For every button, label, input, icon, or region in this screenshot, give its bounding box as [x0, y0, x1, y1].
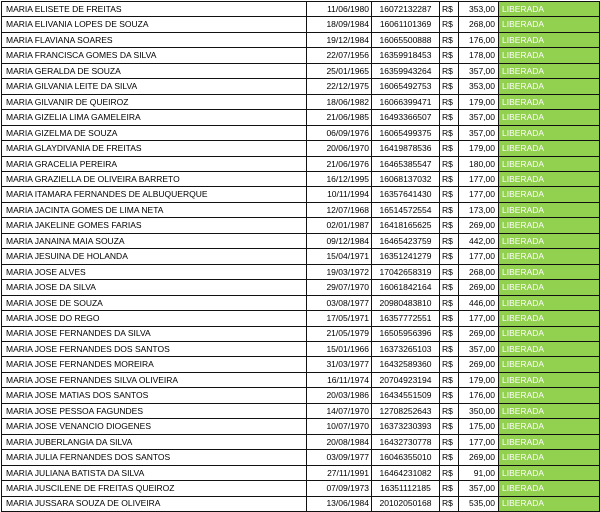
currency-cell[interactable]: R$ — [440, 450, 459, 465]
amount-cell[interactable]: 357,00 — [459, 63, 499, 78]
currency-cell[interactable]: R$ — [440, 63, 459, 78]
amount-cell[interactable]: 91,00 — [459, 465, 499, 480]
table-row — [2, 326, 600, 341]
table-row — [2, 249, 600, 264]
birth-date-cell[interactable]: 17/05/1971 — [307, 311, 372, 326]
birth-date-cell[interactable]: 10/11/1994 — [307, 187, 372, 202]
id-number-cell[interactable]: 16357641430 — [372, 187, 440, 202]
beneficiary-name-cell[interactable]: MARIA JUSSARA SOUZA DE OLIVEIRA — [2, 496, 307, 511]
beneficiary-name-cell[interactable]: MARIA GLAYDIVANIA DE FREITAS — [2, 141, 307, 156]
table-row — [2, 156, 600, 171]
birth-date-cell[interactable]: 03/08/1977 — [307, 295, 372, 310]
beneficiary-name-cell[interactable]: MARIA JACINTA GOMES DE LIMA NETA — [2, 202, 307, 217]
currency-cell[interactable]: R$ — [440, 32, 459, 47]
amount-cell[interactable]: 179,00 — [459, 94, 499, 109]
id-number-cell[interactable]: 16068137032 — [372, 171, 440, 186]
table-row — [2, 63, 600, 78]
status-cell[interactable]: LIBERADA — [499, 450, 600, 465]
amount-cell[interactable]: 357,00 — [459, 481, 499, 496]
birth-date-cell[interactable]: 20/08/1984 — [307, 434, 372, 449]
birth-date-cell[interactable]: 20/03/1986 — [307, 388, 372, 403]
amount-cell[interactable]: 179,00 — [459, 141, 499, 156]
table-row — [2, 125, 600, 140]
status-cell[interactable]: LIBERADA — [499, 295, 600, 310]
beneficiary-name-cell[interactable]: MARIA ELISETE DE FREITAS — [2, 2, 307, 17]
status-cell[interactable]: LIBERADA — [499, 63, 600, 78]
amount-cell[interactable]: 173,00 — [459, 202, 499, 217]
table-row — [2, 218, 600, 233]
currency-cell[interactable]: R$ — [440, 187, 459, 202]
table-row — [2, 295, 600, 310]
amount-cell[interactable]: 353,00 — [459, 79, 499, 94]
birth-date-cell[interactable]: 25/01/1965 — [307, 63, 372, 78]
currency-cell[interactable]: R$ — [440, 249, 459, 264]
beneficiary-name-cell[interactable]: MARIA JOSE MATIAS DOS SANTOS — [2, 388, 307, 403]
birth-date-cell[interactable]: 29/07/1970 — [307, 280, 372, 295]
id-number-cell[interactable]: 16505956396 — [372, 326, 440, 341]
beneficiary-name-cell[interactable]: MARIA GIZELMA DE SOUZA — [2, 125, 307, 140]
table-row — [2, 233, 600, 248]
id-number-cell[interactable]: 16465385547 — [372, 156, 440, 171]
currency-cell[interactable]: R$ — [440, 434, 459, 449]
amount-cell[interactable]: 180,00 — [459, 156, 499, 171]
amount-cell[interactable]: 269,00 — [459, 218, 499, 233]
status-cell[interactable]: LIBERADA — [499, 125, 600, 140]
id-number-cell[interactable]: 16061101369 — [372, 17, 440, 32]
id-number-cell[interactable]: 16432730778 — [372, 434, 440, 449]
amount-cell[interactable]: 177,00 — [459, 434, 499, 449]
birth-date-cell[interactable]: 31/03/1977 — [307, 357, 372, 372]
beneficiary-name-cell[interactable]: MARIA JUBERLANGIA DA SILVA — [2, 434, 307, 449]
birth-date-cell[interactable]: 02/01/1987 — [307, 218, 372, 233]
id-number-cell[interactable]: 16432589360 — [372, 357, 440, 372]
status-cell[interactable]: LIBERADA — [499, 372, 600, 387]
amount-cell[interactable]: 269,00 — [459, 280, 499, 295]
table-row — [2, 264, 600, 279]
currency-cell[interactable]: R$ — [440, 110, 459, 125]
id-number-cell[interactable]: 16359943264 — [372, 63, 440, 78]
birth-date-cell[interactable]: 18/09/1984 — [307, 17, 372, 32]
status-cell[interactable]: LIBERADA — [499, 187, 600, 202]
table-row — [2, 280, 600, 295]
amount-cell[interactable]: 446,00 — [459, 295, 499, 310]
table-row — [2, 496, 600, 511]
status-cell[interactable]: LIBERADA — [499, 481, 600, 496]
id-number-cell[interactable]: 16351112185 — [372, 481, 440, 496]
currency-cell[interactable]: R$ — [440, 481, 459, 496]
amount-cell[interactable]: 268,00 — [459, 264, 499, 279]
id-number-cell[interactable]: 16065500888 — [372, 32, 440, 47]
id-number-cell[interactable]: 20102050168 — [372, 496, 440, 511]
table-row — [2, 450, 600, 465]
beneficiary-name-cell[interactable]: MARIA ELIVANIA LOPES DE SOUZA — [2, 17, 307, 32]
table-row — [2, 48, 600, 63]
currency-cell[interactable]: R$ — [440, 372, 459, 387]
birth-date-cell[interactable]: 16/11/1974 — [307, 372, 372, 387]
status-cell[interactable]: LIBERADA — [499, 496, 600, 511]
amount-cell[interactable]: 535,00 — [459, 496, 499, 511]
id-number-cell[interactable]: 17042658319 — [372, 264, 440, 279]
currency-cell[interactable]: R$ — [440, 79, 459, 94]
status-cell[interactable]: LIBERADA — [499, 264, 600, 279]
table-row — [2, 341, 600, 356]
amount-cell[interactable]: 269,00 — [459, 450, 499, 465]
amount-cell[interactable]: 176,00 — [459, 388, 499, 403]
currency-cell[interactable]: R$ — [440, 156, 459, 171]
birth-date-cell[interactable]: 21/06/1985 — [307, 110, 372, 125]
currency-cell[interactable]: R$ — [440, 264, 459, 279]
id-number-cell[interactable]: 16061842164 — [372, 280, 440, 295]
currency-cell[interactable]: R$ — [440, 388, 459, 403]
status-cell[interactable]: LIBERADA — [499, 280, 600, 295]
beneficiary-name-cell[interactable]: MARIA GILVANIA LEITE DA SILVA — [2, 79, 307, 94]
amount-cell[interactable]: 177,00 — [459, 249, 499, 264]
beneficiary-name-cell[interactable]: MARIA JOSE DA SILVA — [2, 280, 307, 295]
id-number-cell[interactable]: 16357772551 — [372, 311, 440, 326]
table-row — [2, 17, 600, 32]
currency-cell[interactable]: R$ — [440, 202, 459, 217]
table-row — [2, 187, 600, 202]
table-row — [2, 110, 600, 125]
table-row — [2, 32, 600, 47]
currency-cell[interactable]: R$ — [440, 295, 459, 310]
amount-cell[interactable]: 179,00 — [459, 372, 499, 387]
amount-cell[interactable]: 177,00 — [459, 171, 499, 186]
currency-cell[interactable]: R$ — [440, 218, 459, 233]
amount-cell[interactable]: 176,00 — [459, 32, 499, 47]
amount-cell[interactable]: 353,00 — [459, 2, 499, 17]
birth-date-cell[interactable]: 13/06/1984 — [307, 496, 372, 511]
birth-date-cell[interactable]: 15/01/1966 — [307, 341, 372, 356]
currency-cell[interactable]: R$ — [440, 496, 459, 511]
id-number-cell[interactable]: 16065499375 — [372, 125, 440, 140]
amount-cell[interactable]: 177,00 — [459, 187, 499, 202]
birth-date-cell[interactable]: 14/07/1970 — [307, 403, 372, 418]
id-number-cell[interactable]: 16046355010 — [372, 450, 440, 465]
currency-cell[interactable]: R$ — [440, 280, 459, 295]
status-cell[interactable]: LIBERADA — [499, 233, 600, 248]
status-cell[interactable]: LIBERADA — [499, 94, 600, 109]
beneficiary-name-cell[interactable]: MARIA JOSE FERNANDES MOREIRA — [2, 357, 307, 372]
status-cell[interactable]: LIBERADA — [499, 2, 600, 17]
beneficiary-name-cell[interactable]: MARIA FLAVIANA SOARES — [2, 32, 307, 47]
currency-cell[interactable]: R$ — [440, 125, 459, 140]
amount-cell[interactable]: 357,00 — [459, 110, 499, 125]
amount-cell[interactable]: 268,00 — [459, 17, 499, 32]
currency-cell[interactable]: R$ — [440, 2, 459, 17]
beneficiary-name-cell[interactable]: MARIA ITAMARA FERNANDES DE ALBUQUERQUE — [2, 187, 307, 202]
table-row — [2, 202, 600, 217]
beneficiary-name-cell[interactable]: MARIA GILVANIR DE QUEIROZ — [2, 94, 307, 109]
beneficiary-name-cell[interactable]: MARIA GERALDA DE SOUZA — [2, 63, 307, 78]
beneficiary-name-cell[interactable]: MARIA GRACELIA PEREIRA — [2, 156, 307, 171]
birth-date-cell[interactable]: 20/06/1970 — [307, 141, 372, 156]
birth-date-cell[interactable]: 19/03/1972 — [307, 264, 372, 279]
birth-date-cell[interactable]: 16/12/1995 — [307, 171, 372, 186]
status-cell[interactable]: LIBERADA — [499, 341, 600, 356]
currency-cell[interactable]: R$ — [440, 94, 459, 109]
birth-date-cell[interactable]: 12/07/1968 — [307, 202, 372, 217]
table-row — [2, 372, 600, 387]
status-cell[interactable]: LIBERADA — [499, 419, 600, 434]
amount-cell[interactable]: 269,00 — [459, 357, 499, 372]
beneficiary-name-cell[interactable]: MARIA FRANCISCA GOMES DA SILVA — [2, 48, 307, 63]
status-cell[interactable]: LIBERADA — [499, 434, 600, 449]
currency-cell[interactable]: R$ — [440, 17, 459, 32]
birth-date-cell[interactable]: 18/06/1982 — [307, 94, 372, 109]
id-number-cell[interactable]: 20704923194 — [372, 372, 440, 387]
status-cell[interactable]: LIBERADA — [499, 171, 600, 186]
beneficiary-name-cell[interactable]: MARIA JOSE VENANCIO DIOGENES — [2, 419, 307, 434]
birth-date-cell[interactable]: 21/05/1979 — [307, 326, 372, 341]
birth-date-cell[interactable]: 27/11/1991 — [307, 465, 372, 480]
id-number-cell[interactable]: 16465423759 — [372, 233, 440, 248]
status-cell[interactable]: LIBERADA — [499, 388, 600, 403]
id-number-cell[interactable]: 16418165625 — [372, 218, 440, 233]
currency-cell[interactable]: R$ — [440, 48, 459, 63]
table-row — [2, 2, 600, 17]
table-row — [2, 388, 600, 403]
id-number-cell[interactable]: 16493366507 — [372, 110, 440, 125]
status-cell[interactable]: LIBERADA — [499, 110, 600, 125]
amount-cell[interactable]: 269,00 — [459, 326, 499, 341]
table-row — [2, 79, 600, 94]
id-number-cell[interactable]: 16419878536 — [372, 141, 440, 156]
beneficiary-name-cell[interactable]: MARIA JULIA FERNANDES DOS SANTOS — [2, 450, 307, 465]
currency-cell[interactable]: R$ — [440, 233, 459, 248]
beneficiary-name-cell[interactable]: MARIA JOSE FERNANDES DA SILVA — [2, 326, 307, 341]
table-row — [2, 481, 600, 496]
id-number-cell[interactable]: 16066399471 — [372, 94, 440, 109]
table-row — [2, 94, 600, 109]
status-cell[interactable]: LIBERADA — [499, 48, 600, 63]
amount-cell[interactable]: 178,00 — [459, 48, 499, 63]
id-number-cell[interactable]: 16434551509 — [372, 388, 440, 403]
currency-cell[interactable]: R$ — [440, 357, 459, 372]
birth-date-cell[interactable]: 15/04/1971 — [307, 249, 372, 264]
currency-cell[interactable]: R$ — [440, 141, 459, 156]
currency-cell[interactable]: R$ — [440, 341, 459, 356]
beneficiary-name-cell[interactable]: MARIA JULIANA BATISTA DA SILVA — [2, 465, 307, 480]
status-cell[interactable]: LIBERADA — [499, 79, 600, 94]
amount-cell[interactable]: 442,00 — [459, 233, 499, 248]
amount-cell[interactable]: 350,00 — [459, 403, 499, 418]
table-body — [2, 2, 600, 512]
beneficiary-name-cell[interactable]: MARIA JOSE FERNANDES SILVA OLIVEIRA — [2, 372, 307, 387]
status-cell[interactable]: LIBERADA — [499, 403, 600, 418]
id-number-cell[interactable]: 16351241279 — [372, 249, 440, 264]
birth-date-cell[interactable]: 09/12/1984 — [307, 233, 372, 248]
birth-date-cell[interactable]: 11/06/1980 — [307, 2, 372, 17]
beneficiary-name-cell[interactable]: MARIA JOSE ALVES — [2, 264, 307, 279]
birth-date-cell[interactable]: 19/12/1984 — [307, 32, 372, 47]
status-cell[interactable]: LIBERADA — [499, 249, 600, 264]
status-cell[interactable]: LIBERADA — [499, 32, 600, 47]
beneficiary-name-cell[interactable]: MARIA JANAINA MAIA SOUZA — [2, 233, 307, 248]
status-cell[interactable]: LIBERADA — [499, 326, 600, 341]
status-cell[interactable]: LIBERADA — [499, 141, 600, 156]
table-row — [2, 403, 600, 418]
id-number-cell[interactable]: 16065492753 — [372, 79, 440, 94]
currency-cell[interactable]: R$ — [440, 311, 459, 326]
id-number-cell[interactable]: 16359918453 — [372, 48, 440, 63]
id-number-cell[interactable]: 16464231082 — [372, 465, 440, 480]
currency-cell[interactable]: R$ — [440, 465, 459, 480]
beneficiary-name-cell[interactable]: MARIA JOSE DO REGO — [2, 311, 307, 326]
beneficiary-name-cell[interactable]: MARIA JESUINA DE HOLANDA — [2, 249, 307, 264]
beneficiary-name-cell[interactable]: MARIA JAKELINE GOMES FARIAS — [2, 218, 307, 233]
status-cell[interactable]: LIBERADA — [499, 202, 600, 217]
birth-date-cell[interactable]: 22/12/1975 — [307, 79, 372, 94]
table-row — [2, 434, 600, 449]
id-number-cell[interactable]: 12708252643 — [372, 403, 440, 418]
currency-cell[interactable]: R$ — [440, 326, 459, 341]
currency-cell[interactable]: R$ — [440, 419, 459, 434]
birth-date-cell[interactable]: 06/09/1976 — [307, 125, 372, 140]
amount-cell[interactable]: 175,00 — [459, 419, 499, 434]
currency-cell[interactable]: R$ — [440, 171, 459, 186]
birth-date-cell[interactable]: 22/07/1956 — [307, 48, 372, 63]
id-number-cell[interactable]: 16373230393 — [372, 419, 440, 434]
amount-cell[interactable]: 357,00 — [459, 341, 499, 356]
status-cell[interactable]: LIBERADA — [499, 17, 600, 32]
status-cell[interactable]: LIBERADA — [499, 357, 600, 372]
birth-date-cell[interactable]: 21/06/1976 — [307, 156, 372, 171]
table-row — [2, 311, 600, 326]
beneficiary-name-cell[interactable]: MARIA JOSE PESSOA FAGUNDES — [2, 403, 307, 418]
id-number-cell[interactable]: 16514572554 — [372, 202, 440, 217]
currency-cell[interactable]: R$ — [440, 403, 459, 418]
beneficiary-name-cell[interactable]: MARIA GRAZIELLA DE OLIVEIRA BARRETO — [2, 171, 307, 186]
table-row — [2, 171, 600, 186]
status-cell[interactable]: LIBERADA — [499, 156, 600, 171]
birth-date-cell[interactable]: 03/09/1977 — [307, 450, 372, 465]
table-row — [2, 465, 600, 480]
amount-cell[interactable]: 177,00 — [459, 311, 499, 326]
amount-cell[interactable]: 357,00 — [459, 125, 499, 140]
id-number-cell[interactable]: 20980483810 — [372, 295, 440, 310]
id-number-cell[interactable]: 16373265103 — [372, 341, 440, 356]
status-cell[interactable]: LIBERADA — [499, 218, 600, 233]
table-row — [2, 419, 600, 434]
status-cell[interactable]: LIBERADA — [499, 465, 600, 480]
beneficiary-name-cell[interactable]: MARIA JOSE FERNANDES DOS SANTOS — [2, 341, 307, 356]
id-number-cell[interactable]: 16072132287 — [372, 2, 440, 17]
table-row — [2, 141, 600, 156]
table-row — [2, 357, 600, 372]
beneficiary-table — [1, 1, 600, 512]
birth-date-cell[interactable]: 07/09/1973 — [307, 481, 372, 496]
beneficiary-name-cell[interactable]: MARIA JOSE DE SOUZA — [2, 295, 307, 310]
birth-date-cell[interactable]: 10/07/1970 — [307, 419, 372, 434]
beneficiary-name-cell[interactable]: MARIA GIZELIA LIMA GAMELEIRA — [2, 110, 307, 125]
status-cell[interactable]: LIBERADA — [499, 311, 600, 326]
beneficiary-name-cell[interactable]: MARIA JUSCILENE DE FREITAS QUEIROZ — [2, 481, 307, 496]
